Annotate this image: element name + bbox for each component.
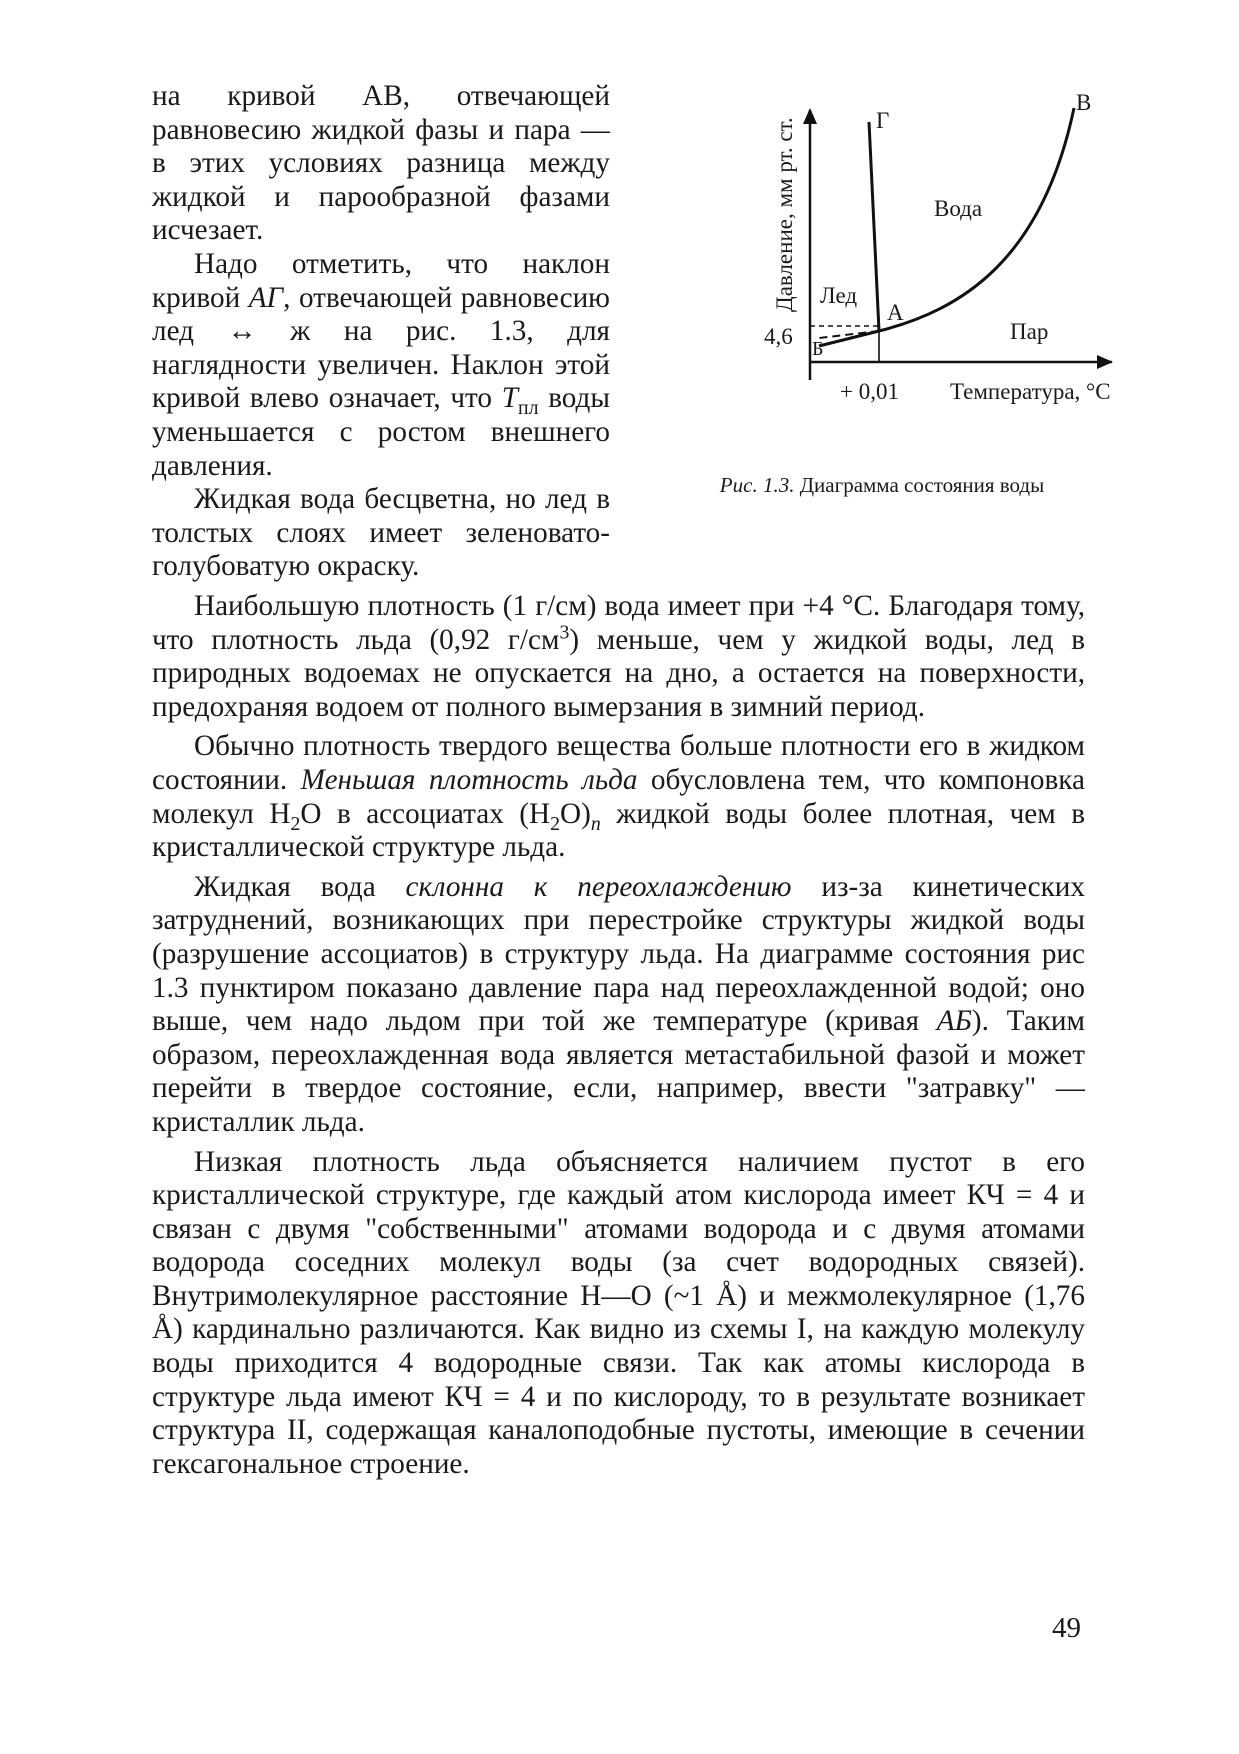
phase-diagram-figure — [672, 80, 1111, 520]
paragraph-7: Низкая плотность льда объясняется наличием пустот в его кристаллической структуре, где каждый атом кислорода имеет КЧ = 4 и связан с двумя "собственными" атомами водорода и с двумя атомами водорода соседних молекул воды (за счет водородных связей). Внутримолекулярное расстояние Н—О (~1 Å) и межмолекулярное (1,76 Å) кардинально различаются. Как видно из схемы I, на каждую молекулу воды приходится 4 водородные связи. Так как атомы кислорода в структуре льда имеют КЧ = 4 и по кислороду, то в результате возникает структура II, содержащая каналоподобные пустоты, имеющие в сечении гексагональное строение. — [152, 1145, 1085, 1480]
caption-label: Рис. 1.3. — [719, 473, 795, 497]
emphasis-ice-density: Меньшая плотность льда — [300, 763, 638, 796]
paragraph-4: Наибольшую плотность (1 г/см) вода имеет при +4 °С. Благодаря тому, что плотность льда (0,92 $г/см^3$) меньше, чем у жидкой воды, лед в природных водоемах не опускается на дно, а остается на поверхности, предохраняя водоем от полного вымерзания в зимний период. — [152, 590, 1085, 723]
curve-ag — [869, 122, 879, 331]
x-axis-label: Температура, °С — [950, 379, 1111, 404]
t-melt-symbol: T — [501, 382, 518, 415]
emphasis-supercooling: склонна к переохлаждению — [405, 870, 792, 903]
point-g-label: Г — [876, 108, 890, 133]
caption-text: Диаграмма состояния воды — [794, 473, 1045, 497]
point-v-label: В — [1076, 90, 1092, 115]
page-number: 49 — [1052, 1612, 1081, 1644]
curve-ab — [819, 331, 879, 346]
body-text — [152, 590, 1085, 1481]
point-b-label: Б — [812, 338, 824, 360]
x-axis-arrow — [1097, 355, 1113, 369]
paragraph-6: Жидкая вода склонна к переохлаждению из-за кинетических затруднений, возникающих при перестройке структуры жидкой воды (разрушение ассоциатов) в структуру льда. На диаграмме состояния рис 1.3 пунктиром показано давление пара над переохлажденной водой; оно выше, чем надо льдом при той же температуре (кривая АБ). Таким образом, переохлажденная вода является метастабильной фазой и может перейти в твердое состояние, если, например, ввести "затравку" — кристаллик льда. — [152, 870, 1085, 1138]
region-water-label: Вода — [934, 196, 983, 221]
paragraph-2: Надо отметить, что наклон кривой АГ, отвечающей равновесию лед ↔ ж на рис. 1.3, для наглядности увеличен. Наклон этой кривой влево означает, что $T_{пл}$ воды уменьшается с ростом внешнего давления. — [152, 247, 611, 482]
phase-diagram — [672, 80, 1111, 470]
left-column — [152, 80, 610, 584]
y-tick-label: 4,6 — [764, 324, 793, 349]
paragraph-5: Обычно плотность твердого вещества больше плотности его в жидком состоянии. Меньшая плотность льда обусловлена тем, что компоновка молекул $H_2O$ в ассоциатах $(H_2O)_n$ жидкой воды более плотная, чем в кристаллической структуре льда. — [152, 730, 1086, 864]
curve-ab-label: АБ — [936, 1005, 972, 1038]
point-a-label: А — [887, 300, 904, 325]
region-vapor-label: Пар — [1010, 319, 1049, 344]
y-axis-label: Давление, мм рт. ст. — [772, 117, 797, 312]
figure-caption — [672, 472, 1092, 498]
paragraph-1: на кривой АВ, отвечающей равновесию жидкой фазы и пара — в этих условиях разница между жидкой и парообразной фазами исчезает. — [152, 80, 610, 247]
paragraph-3: Жидкая вода бесцветна, но лед в толстых слоях имеет зеленовато-голубоватую окраску. — [152, 483, 610, 583]
y-axis-arrow — [803, 108, 817, 124]
curve-ag-label: АГ — [248, 281, 284, 314]
x-tick-label: + 0,01 — [840, 379, 899, 404]
region-ice-label: Лед — [820, 283, 858, 308]
